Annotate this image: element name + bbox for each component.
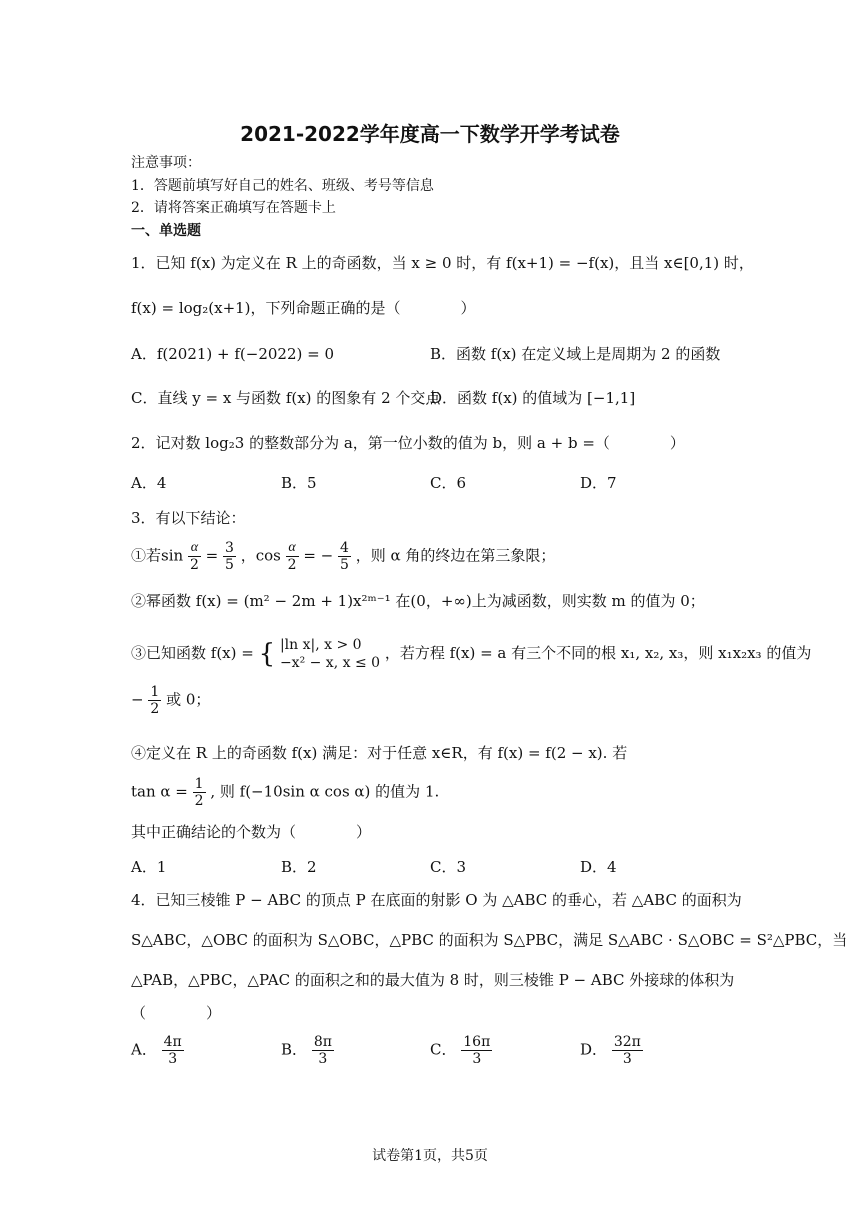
q4-stem-line4: （ ） bbox=[131, 1004, 222, 1022]
q2-option-b: B．5 bbox=[281, 474, 317, 492]
q3-question: 其中正确结论的个数为（ ） bbox=[131, 823, 372, 841]
q3-option-b: B．2 bbox=[281, 858, 317, 876]
q3-statement-3: ③已知函数 f(x) = { |ln x|, x > 0 −x² − x, x ≤ 0 ，若方程 f(x) = a 有三个不同的根 x₁, x₂, x₃，则 x₁x₂x₃ 的值为 bbox=[131, 637, 812, 671]
page-footer: 试卷第1页，共5页 bbox=[372, 1148, 488, 1164]
q3-statement-4-line2: tan α = $\frac{1}{2}$ , 则 f(−10sin α cos α) 的值为 1. bbox=[131, 776, 440, 809]
q3-option-a: A．1 bbox=[131, 858, 167, 876]
q3-option-c: C．3 bbox=[430, 858, 467, 876]
q4-option-d: D． $\frac{32\pi}{3}$ bbox=[580, 1034, 641, 1067]
q1-stem-line2: f(x) = log₂(x+1)，下列命题正确的是（ ） bbox=[131, 299, 476, 317]
q2-option-a: A．4 bbox=[131, 474, 167, 492]
q1-option-a: A．f(2021) + f(−2022) = 0 bbox=[131, 345, 335, 363]
q2-option-c: C．6 bbox=[430, 474, 467, 492]
notice-item-1: 1．答题前填写好自己的姓名、班级、考号等信息 bbox=[131, 178, 434, 194]
q4-stem-line2: S△ABC，△OBC 的面积为 S△OBC，△PBC 的面积为 S△PBC，满足 S△ABC · S△OBC = S²△PBC，当 bbox=[131, 931, 848, 949]
q3-option-d: D．4 bbox=[580, 858, 617, 876]
q3-statement-4-line1: ④定义在 R 上的奇函数 f(x) 满足：对于任意 x∈R，有 f(x) = f(2 − x). 若 bbox=[131, 744, 628, 762]
q1-option-d: D．函数 f(x) 的值域为 [−1,1] bbox=[430, 389, 636, 407]
q4-stem-line1: 4．已知三棱锥 P − ABC 的顶点 P 在底面的射影 O 为 △ABC 的垂心，若 △ABC 的面积为 bbox=[131, 891, 742, 909]
q4-option-b: B． $\frac{8\pi}{3}$ bbox=[281, 1034, 332, 1067]
q1-option-b: B．函数 f(x) 在定义域上是周期为 2 的函数 bbox=[430, 345, 721, 363]
q2-stem: 2．记对数 log₂3 的整数部分为 a，第一位小数的值为 b，则 a + b =（ ） bbox=[131, 434, 685, 452]
q3-statement-3-line2: − $\frac{1}{2}$ 或 0； bbox=[131, 684, 211, 717]
section-heading: 一、单选题 bbox=[131, 223, 201, 239]
notice-item-2: 2．请将答案正确填写在答题卡上 bbox=[131, 200, 336, 216]
q1-stem-line1: 1．已知 f(x) 为定义在 R 上的奇函数，当 x ≥ 0 时，有 f(x+1) = −f(x)，且当 x∈[0,1) 时， bbox=[131, 254, 754, 272]
q4-stem-line3: △PAB，△PBC，△PAC 的面积之和的最大值为 8 时，则三棱锥 P − ABC 外接球的体积为 bbox=[131, 971, 735, 989]
notice-heading: 注意事项： bbox=[131, 155, 201, 171]
q4-option-a: A． $\frac{4\pi}{3}$ bbox=[131, 1034, 182, 1067]
q3-statement-2: ②幂函数 f(x) = (m² − 2m + 1)x²ᵐ⁻¹ 在(0，+∞)上为减函数，则实数 m 的值为 0； bbox=[131, 592, 705, 610]
q3-stem: 3．有以下结论： bbox=[131, 509, 246, 527]
q2-option-d: D．7 bbox=[580, 474, 617, 492]
q1-option-c: C．直线 y = x 与函数 f(x) 的图象有 2 个交点 bbox=[131, 389, 441, 407]
q4-option-c: C． $\frac{16\pi}{3}$ bbox=[430, 1034, 491, 1067]
page-title: 2021-2022学年度高一下数学开学考试卷 bbox=[240, 122, 620, 146]
q3-statement-1: ①若sin $\frac{\alpha}{2}$ = $\frac{3}{5}$ ，cos $\frac{\alpha}{2}$ = − $\frac{4}{5}$ ，则 α 角的终边在第三象限； bbox=[131, 540, 556, 573]
